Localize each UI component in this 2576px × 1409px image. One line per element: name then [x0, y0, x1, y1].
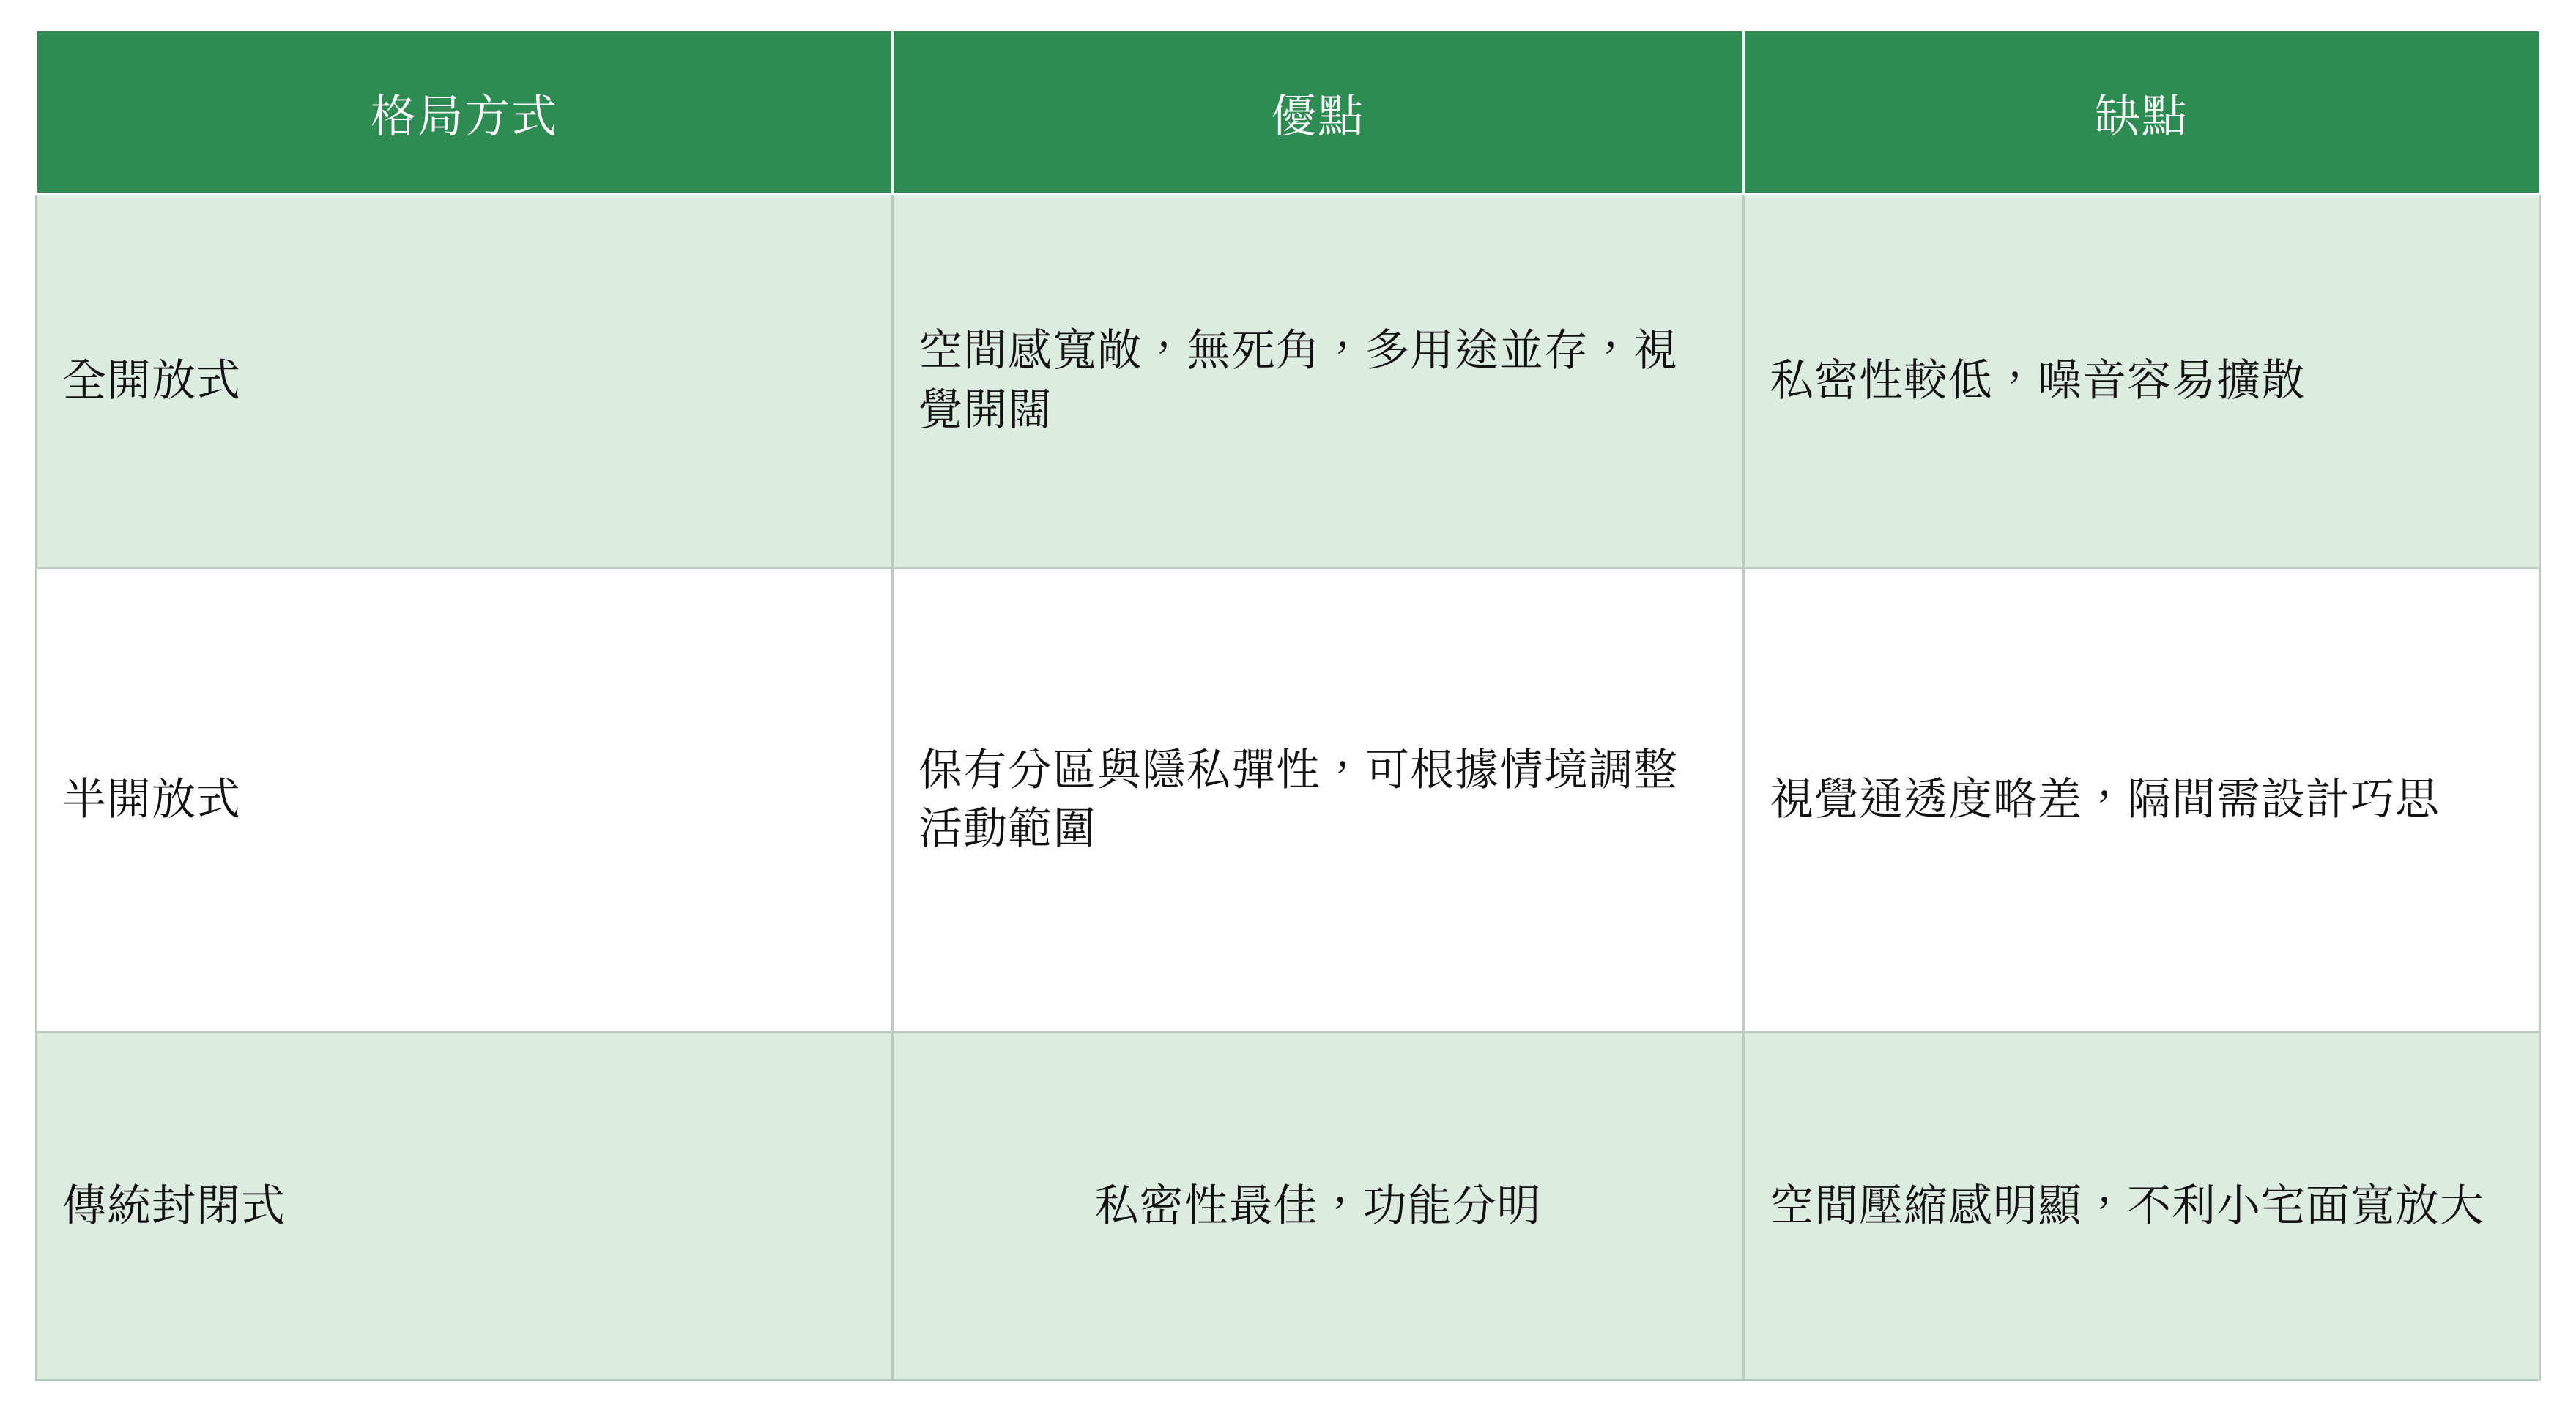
table-row — [37, 1032, 2540, 1380]
cell-pros: 保有分區與隱私彈性，可根據情境調整活動範圍 — [892, 568, 1743, 1032]
column-header-cons: 缺點 — [1744, 31, 2540, 194]
cell-pros: 私密性最佳，功能分明 — [892, 1032, 1743, 1380]
cell-cons: 私密性較低，噪音容易擴散 — [1744, 194, 2540, 568]
table-row — [37, 194, 2540, 568]
cell-method: 全開放式 — [37, 194, 893, 568]
table-row — [37, 568, 2540, 1032]
cell-pros: 空間感寬敞，無死角，多用途並存，視覺開闊 — [892, 194, 1743, 568]
layout-comparison-table — [35, 29, 2541, 1381]
table-header-row — [37, 31, 2540, 194]
table-body — [37, 194, 2540, 1380]
column-header-method: 格局方式 — [37, 31, 893, 194]
table-header — [37, 31, 2540, 194]
column-header-pros: 優點 — [892, 31, 1743, 194]
cell-method: 傳統封閉式 — [37, 1032, 893, 1380]
cell-cons: 空間壓縮感明顯，不利小宅面寬放大 — [1744, 1032, 2540, 1380]
cell-method: 半開放式 — [37, 568, 893, 1032]
cell-cons: 視覺通透度略差，隔間需設計巧思 — [1744, 568, 2540, 1032]
